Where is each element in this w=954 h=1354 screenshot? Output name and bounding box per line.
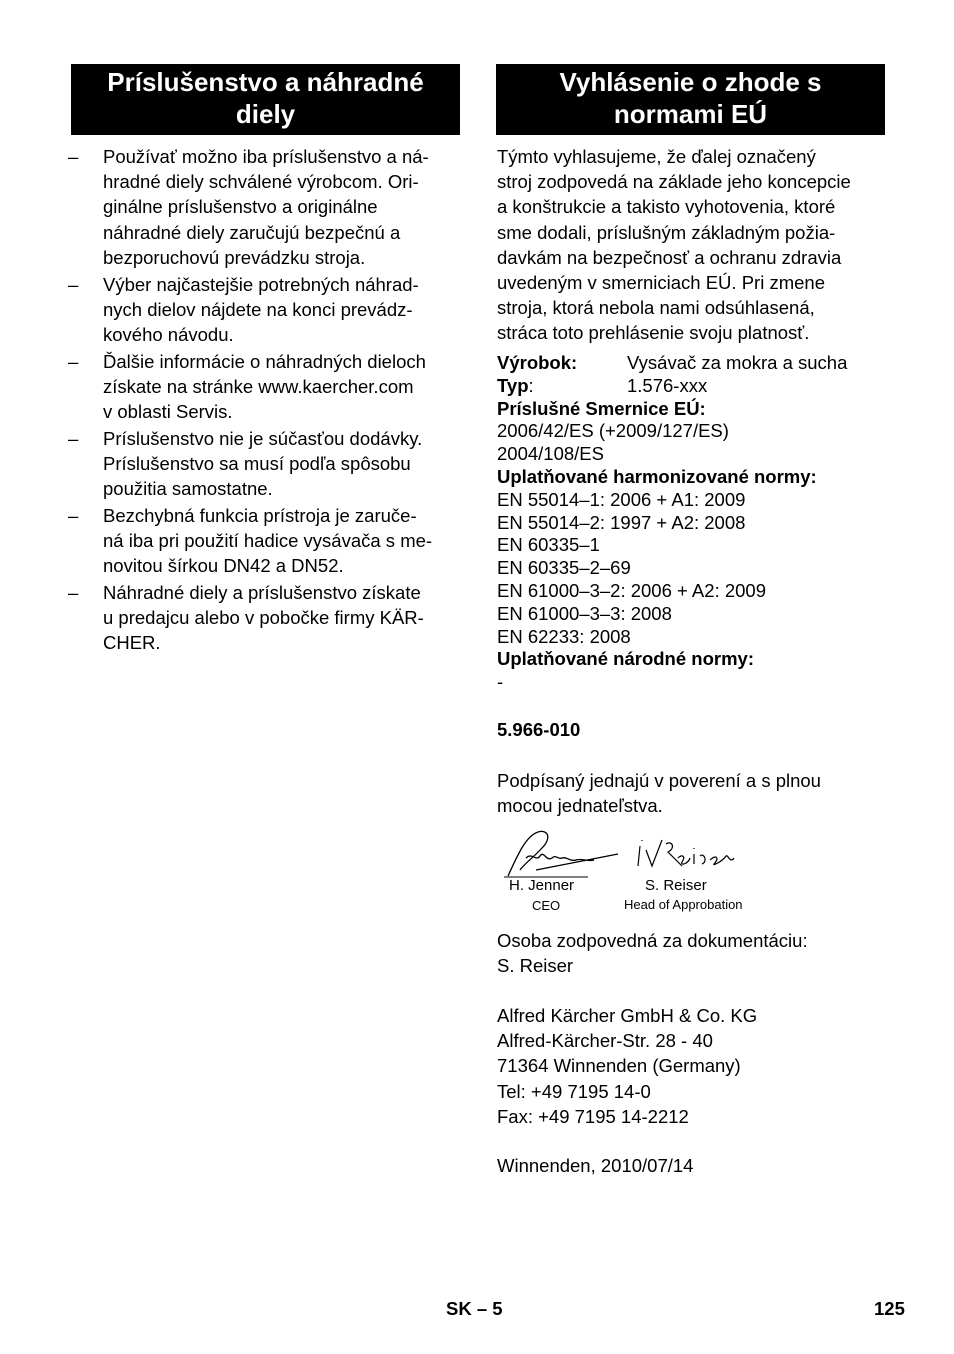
intro-line: stroja, ktorá nebola nami odsúhlasená, <box>497 297 815 319</box>
dash-bullet: – <box>68 581 79 603</box>
dash-bullet: – <box>68 146 79 167</box>
type-value: 1.576-xxx <box>627 374 708 396</box>
handwritten-signature-icon <box>496 824 626 884</box>
type-colon: : <box>528 374 534 396</box>
list-item <box>68 349 462 425</box>
list-item-line: náhradné diely zaručujú bezpečnú a <box>103 221 401 243</box>
product-value: Vysávač za mokra a sucha <box>627 352 848 373</box>
heading-line: diely <box>235 99 296 129</box>
harmonized-label: Uplatňované harmonizované normy: <box>497 465 817 487</box>
dash-bullet: – <box>68 427 79 449</box>
product-row <box>497 352 847 375</box>
list-item-line: kového návodu. <box>103 323 234 345</box>
directive-item: 2004/108/ES <box>497 443 604 465</box>
accessories-heading <box>71 64 460 135</box>
list-item <box>68 426 462 502</box>
list-item-line: v oblasti Servis. <box>103 401 233 423</box>
harmonized-item: EN 61000–3–2: 2006 + A2: 2009 <box>497 579 766 601</box>
list-item-line: bezporuchovú prevádzku stroja. <box>103 246 366 268</box>
intro-line: davkám na bezpečnosť a ochranu zdravia <box>497 246 842 268</box>
product-specs <box>497 352 847 694</box>
address-line: Alfred Kärcher GmbH & Co. KG <box>497 1005 758 1026</box>
dash-bullet: – <box>68 350 79 372</box>
harmonized-item: EN 62233: 2008 <box>497 625 631 647</box>
accessories-list <box>68 144 462 657</box>
responsible-line: S. Reiser <box>497 955 574 977</box>
signature-jenner <box>496 824 626 914</box>
signed-line: mocou jednateľstva. <box>497 795 663 817</box>
list-item <box>68 272 462 348</box>
signature-reiser <box>624 836 764 916</box>
signatory-role: CEO <box>532 898 561 913</box>
signatory-name: S. Reiser <box>645 877 707 894</box>
heading-line: normami EÚ <box>613 99 768 129</box>
directives-label: Príslušné Smernice EÚ: <box>497 397 706 419</box>
list-item-line: získate na stránke www.kaercher.com <box>103 375 414 397</box>
list-item-line: ná iba pri použití hadice vysávača s me- <box>103 530 433 552</box>
list-item-line: nych dielov nájdete na konci prevádz- <box>103 298 413 320</box>
declaration-heading <box>496 64 885 135</box>
type-row <box>497 375 847 398</box>
product-label: Výrobok: <box>497 352 578 373</box>
address-line: Alfred-Kärcher-Str. 28 - 40 <box>497 1030 713 1052</box>
list-item-line: Príslušenstvo sa musí podľa spôsobu <box>103 452 411 474</box>
dash-bullet: – <box>68 273 79 295</box>
intro-line: Týmto vyhlasujeme, že ďalej označený <box>497 146 816 167</box>
national-label: Uplatňované národné normy: <box>497 648 754 670</box>
list-item-line: Používať možno iba príslušenstvo a ná- <box>103 146 429 167</box>
list-item-line: novitou šírkou DN42 a DN52. <box>103 555 344 577</box>
signed-statement <box>497 768 821 818</box>
responsible-person <box>497 928 808 978</box>
harmonized-item: EN 55014–1: 2006 + A1: 2009 <box>497 488 746 510</box>
language-page-code: SK – 5 <box>446 1298 503 1319</box>
heading-line: Vyhlásenie o zhode s <box>559 67 822 97</box>
harmonized-item: EN 60335–2–69 <box>497 557 631 579</box>
intro-line: stroj zodpovedá na základe jeho koncepcie <box>497 171 851 193</box>
signatory-name: H. Jenner <box>509 877 575 894</box>
declaration-intro <box>497 144 851 346</box>
list-item-line: hradné diely schválené výrobcom. Ori- <box>103 171 419 193</box>
list-item-line: použitia samostatne. <box>103 478 273 500</box>
intro-line: uvedeným v smerniciach EÚ. Pri zmene <box>497 272 825 294</box>
signed-line: Podpísaný jednajú v poverení a s plnou <box>497 770 821 791</box>
page-number: 125 <box>874 1298 905 1319</box>
directive-item: 2006/42/ES (+2009/127/ES) <box>497 420 729 442</box>
list-item-line: CHER. <box>103 632 161 654</box>
dash-bullet: – <box>68 504 79 526</box>
intro-line: sme dodali, príslušným základným požia- <box>497 221 836 243</box>
type-label-cell <box>497 375 627 398</box>
list-item-line: Príslušenstvo nie je súčasťou dodávky. <box>103 427 423 449</box>
harmonized-item: EN 60335–1 <box>497 534 600 556</box>
signatory-role: Head of Approbation <box>624 897 743 912</box>
intro-line: stráca toto prehlásenie svoju platnosť. <box>497 322 810 344</box>
document-number: 5.966-010 <box>497 719 581 740</box>
harmonized-item: EN 55014–2: 1997 + A2: 2008 <box>497 511 746 533</box>
list-item-line: u predajcu alebo v pobočke firmy KÄR- <box>103 607 424 629</box>
list-item <box>68 144 462 270</box>
national-value: - <box>497 671 504 693</box>
heading-line: Príslušenstvo a náhradné <box>107 67 424 97</box>
list-item-line: Výber najčastejšie potrebných náhrad- <box>103 273 419 295</box>
responsible-line: Osoba zodpovedná za dokumentáciu: <box>497 930 808 951</box>
list-item <box>68 503 462 579</box>
list-item-line: Náhradné diely a príslušenstvo získate <box>103 581 421 603</box>
list-item-line: Ďalšie informácie o náhradných dieloch <box>103 350 426 372</box>
place-date: Winnenden, 2010/07/14 <box>497 1155 694 1176</box>
harmonized-item: EN 61000–3–3: 2008 <box>497 602 672 624</box>
address-line: Tel: +49 7195 14-0 <box>497 1080 651 1102</box>
list-item-line: Bezchybná funkcia prístroja je zaruče- <box>103 504 417 526</box>
company-address <box>497 1003 757 1129</box>
type-label: Typ <box>497 374 529 396</box>
list-item-line: ginálne príslušenstvo a originálne <box>103 196 378 218</box>
address-line: 71364 Winnenden (Germany) <box>497 1055 741 1077</box>
intro-line: a konštrukcie a takisto vyhotovenia, ktoré <box>497 196 836 218</box>
handwritten-signature-icon <box>632 836 752 876</box>
list-item <box>68 580 462 656</box>
address-line: Fax: +49 7195 14-2212 <box>497 1105 689 1127</box>
